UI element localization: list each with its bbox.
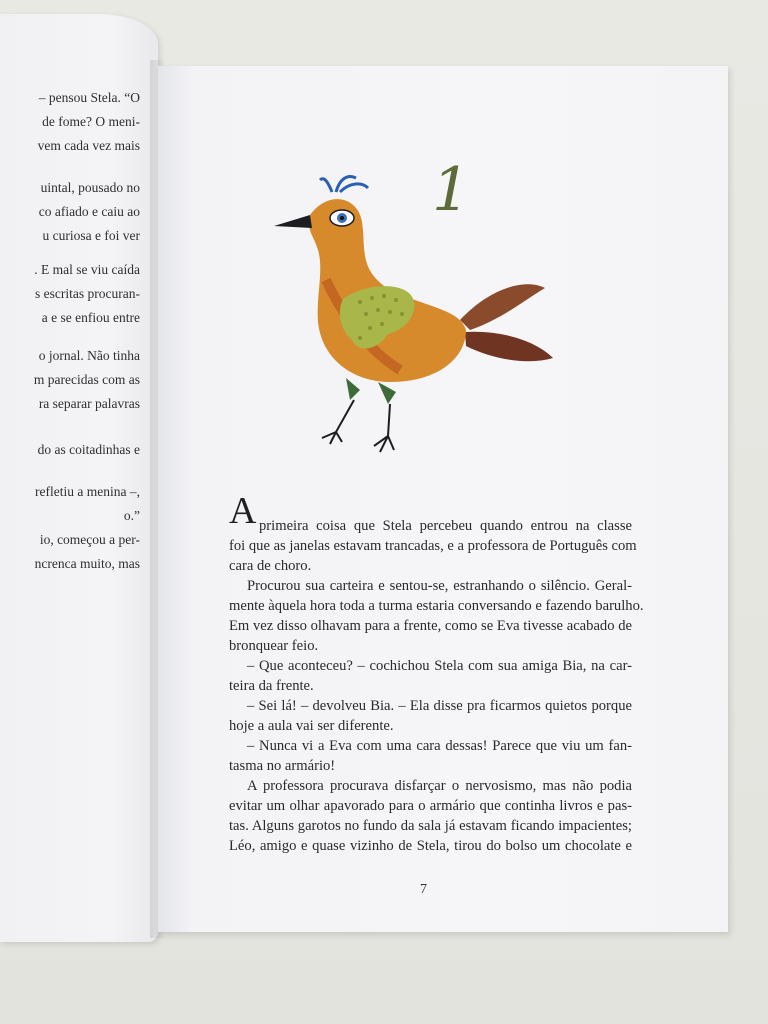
left-page-line: ncrenca muito, mas: [34, 556, 140, 571]
text-line: – Nunca vi a Eva com uma cara dessas! Parece que viu um fan-: [247, 738, 632, 754]
left-page-line: s escritas procuran-: [35, 286, 140, 301]
left-page-line: de fome? O meni-: [42, 114, 140, 129]
text-line: A professora procurava disfarçar o nervosismo, mas não podia: [247, 778, 632, 794]
text-line: bronquear feio.: [229, 638, 319, 654]
text-line: foi que as janelas estavam trancadas, e a professora de Português com: [229, 538, 637, 554]
left-page-line: o.”: [123, 508, 140, 523]
left-page-line: co afiado e caiu ao: [38, 204, 140, 219]
left-page-line: u curiosa e foi ver: [42, 228, 140, 243]
text-line: evitar um olhar apavorado para o armário que continha livros e pas-: [229, 798, 632, 814]
text-line: Procurou sua carteira e sentou-se, estranhando o silêncio. Geral-: [247, 578, 632, 594]
text-line: cara de choro.: [229, 558, 312, 574]
left-page-line: o jornal. Não tinha: [38, 348, 140, 363]
left-page-line: io, começou a per-: [39, 532, 140, 547]
left-page-line: – pensou Stela. “O: [38, 90, 140, 105]
text-line: Em vez disso olhavam para a frente, como se Eva tivesse acabado de: [229, 618, 632, 634]
text-line: – Que aconteceu? – cochichou Stela com sua amiga Bia, na car-: [247, 658, 632, 674]
left-page-line: uintal, pousado no: [40, 180, 140, 195]
text-line: hoje a aula vai ser diferente.: [229, 718, 394, 734]
left-page-line: refletiu a menina –,: [35, 484, 140, 499]
left-page-line: m parecidas com as: [33, 372, 140, 387]
left-page: [0, 14, 158, 942]
chapter-number: 1: [432, 155, 471, 225]
left-page-line: . E mal se viu caída: [34, 262, 140, 277]
bird-illustration-icon: [270, 170, 560, 460]
text-line: tasma no armário!: [229, 758, 336, 774]
text-line: primeira coisa que Stela percebeu quando entrou na classe: [259, 518, 632, 534]
text-line: – Sei lá! – devolveu Bia. – Ela disse pra ficarmos quietos porque: [247, 698, 632, 714]
left-page-line: vem cada vez mais: [37, 138, 140, 153]
page-number: 7: [420, 882, 427, 897]
left-page-line: do as coitadinhas e: [37, 442, 140, 457]
text-line: tas. Alguns garotos no fundo da sala já estavam ficando impacientes;: [229, 818, 632, 834]
left-page-line: ra separar palavras: [38, 396, 140, 411]
drop-cap: A: [229, 490, 257, 532]
text-line: mente àquela hora toda a turma estaria conversando e fazendo barulho.: [229, 598, 644, 614]
left-page-line: a e se enfiou entre: [41, 310, 140, 325]
text-line: Léo, amigo e quase vizinho de Stela, tirou do bolso um chocolate e: [229, 838, 632, 854]
text-line: teira da frente.: [229, 678, 314, 694]
